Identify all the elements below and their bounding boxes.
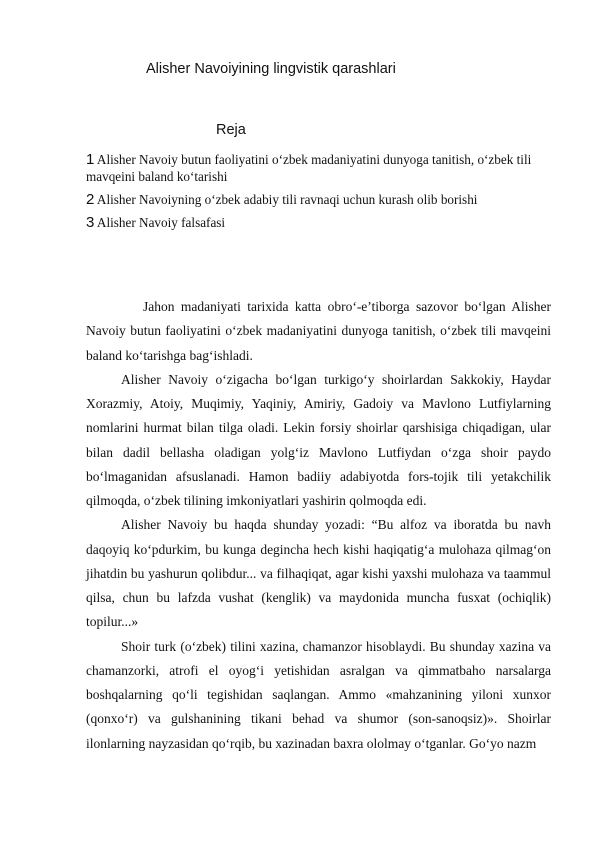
plan-item-text: Alisher Navoiy butun faoliyatini o‘zbek madaniyatini dunyoga tanitish, o‘zbek tili mavqeini baland ko‘tarishi	[86, 152, 532, 184]
plan-item-text: Alisher Navoiyning o‘zbek adabiy tili ravnaqi uchun kurash olib borishi	[96, 192, 478, 207]
plan-item-text: Alisher Navoiy falsafasi	[96, 215, 226, 230]
plan-item	[86, 151, 556, 185]
document-title: Alisher Navoiyining lingvistik qarashlari	[146, 61, 396, 77]
paragraph: Alisher Navoiy bu haqda shunday yozadi: “Bu alfoz va iboratda bu navh daqoyiq ko‘pdurkim, bu kunga degincha hech kishi haqiqatig‘a mulohaza qilmag‘on jihatdin bu yashurun qolibdur... va filhaqiqat, agar kishi yaxshi mulohaza va taammul qilsa, chun bu lafzda vushat (kenglik) va maydonida muncha fusxat (ochiqlik) topilur...»	[86, 517, 551, 630]
plan-item	[86, 191, 556, 208]
paragraph: Shoir turk (o‘zbek) tilini xazina, chamanzor hisoblaydi. Bu shunday xazina va chamanzorki, atrofi el oyog‘i yetishidan asralgan va qimmatbaho narsalarga boshqalarning qo‘li tegishidan saqlangan. Ammo «mahzanining yiloni xunxor (qonxo‘r) va gulshanining tikani behad va shumor (son-sanoqsiz)». Shoirlar ilonlarning nayzasidan qo‘rqib, bu xazinadan baxra ololmay o‘tganlar. Go‘yo nazm	[86, 638, 551, 751]
paragraph: Alisher Navoiy o‘zigacha bo‘lgan turkigo‘y shoirlardan Sakkokiy, Haydar Xorazmiy, Atoiy, Muqimiy, Yaqiniy, Amiriy, Gadoiy va Mavlono Lutfiylarning nomlarini hurmat bilan tilga oladi. Lekin forsiy shoirlar qarshisiga chiqadigan, ular bilan dadil bellasha oladigan yolg‘iz Mavlono Lutfiydan o‘zga shoir paydo bo‘lmaganidan afsuslanadi. Hamon badiiy adabiyotda fors-tojik tili yetakchilik qilmoqda, o‘zbek tilining imkoniyatlari yashirin qolmoqda edi.	[86, 371, 551, 508]
paragraph: Jahon madaniyati tarixida katta obro‘-e’tiborga sazovor bo‘lgan Alisher Navoiy butun faoliyatini o‘zbek madaniyatini dunyoga tanitish, o‘zbek tili mavqeini baland ko‘tarishga bag‘ishladi.	[86, 299, 551, 363]
plan-item-number: 1	[86, 151, 95, 168]
body-text	[86, 295, 551, 756]
plan-item-number: 2	[86, 191, 95, 208]
plan-item-number: 3	[86, 214, 95, 231]
plan-heading: Reja	[216, 122, 246, 138]
plan-item	[86, 214, 556, 231]
plan-list	[86, 151, 556, 237]
